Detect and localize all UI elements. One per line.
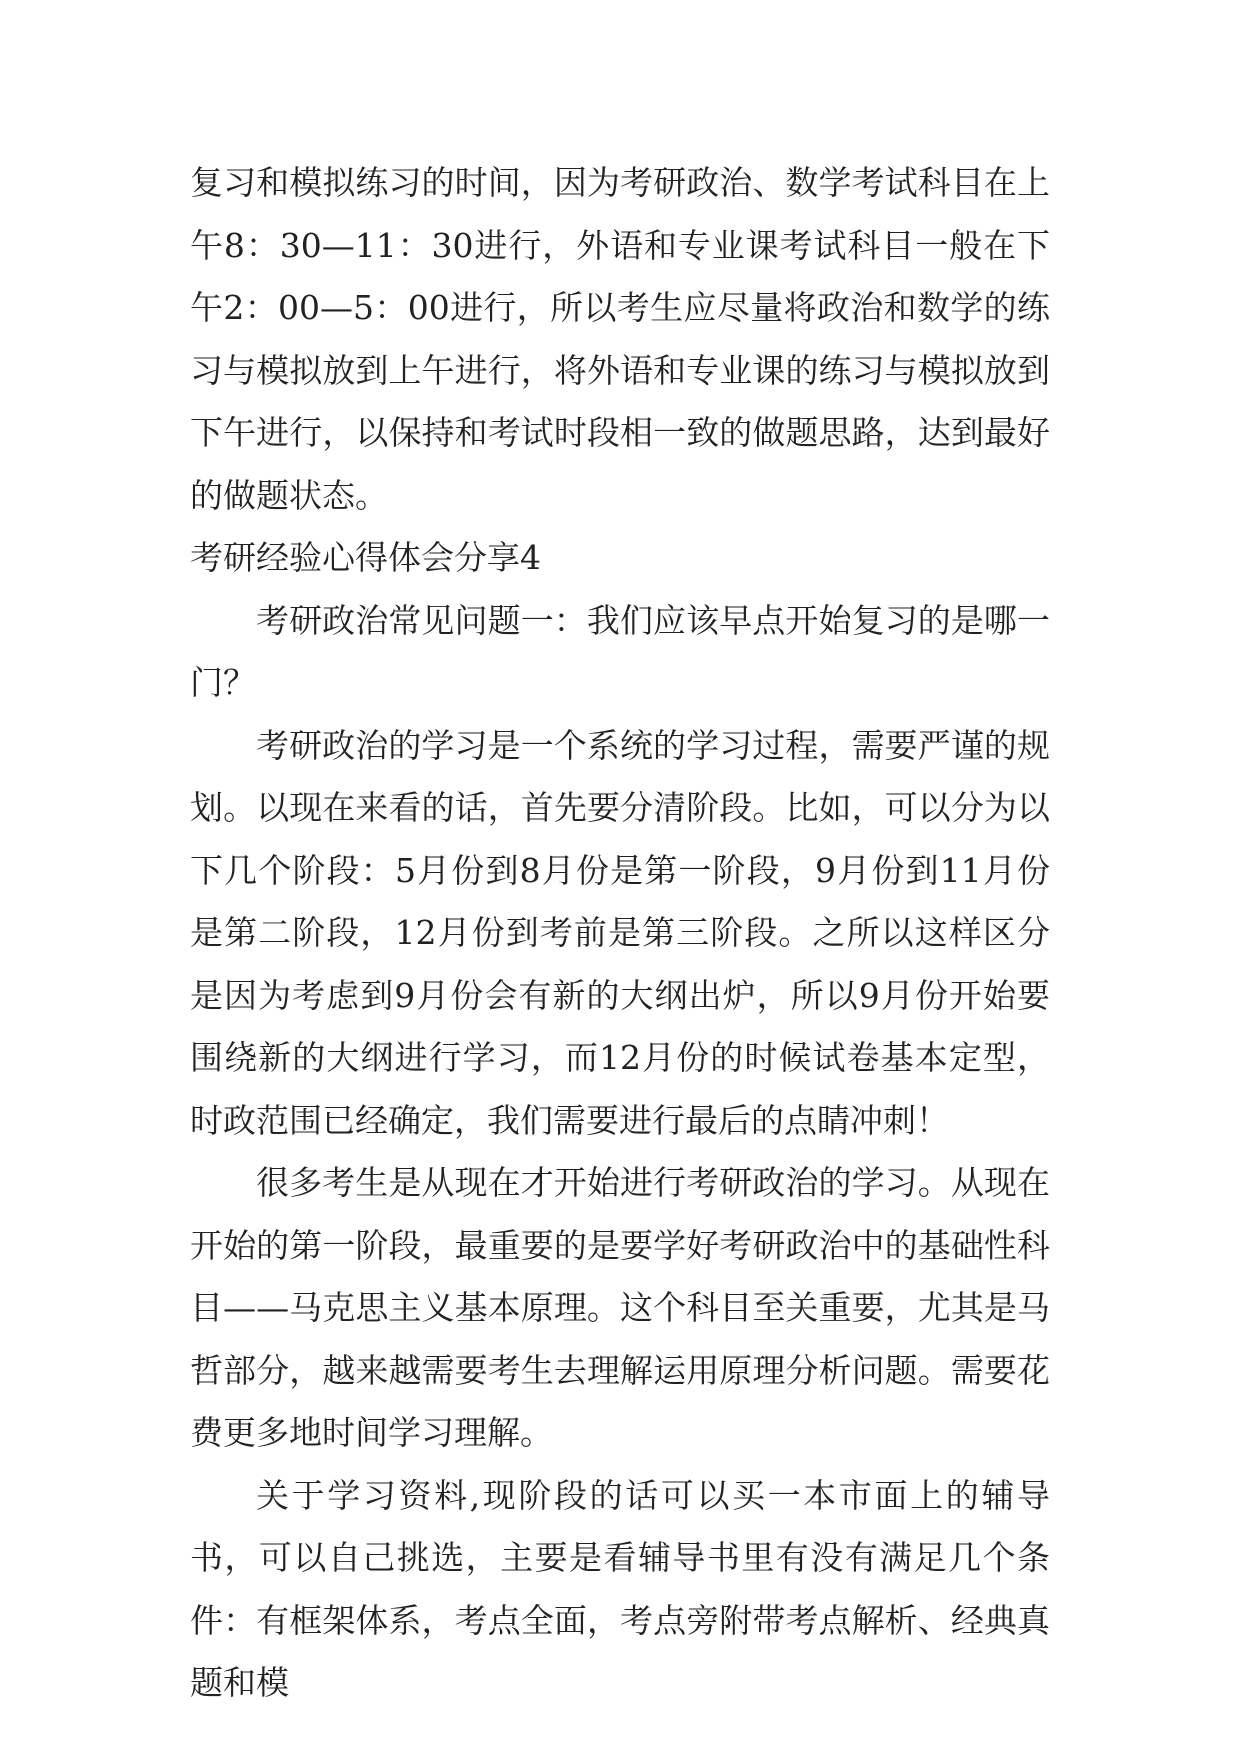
body-paragraph: 考研政治的学习是一个系统的学习过程，需要严谨的规划。以现在来看的话，首先要分清阶段。比如，可以分为以下几个阶段：5月份到8月份是第一阶段，9月份到11月份是第二阶段，12月份到考前是第三阶段。之所以这样区分是因为考虑到9月份会有新的大纲出炉，所以9月份开始要围绕新的大纲进行学习，而12月份的时候试卷基本定型，时政范围已经确定，我们需要进行最后的点睛冲刺！ xyxy=(190,725,1050,1140)
document-body xyxy=(190,152,1050,1715)
question-paragraph: 考研政治常见问题一：我们应该早点开始复习的是哪一门？ xyxy=(190,600,1050,702)
body-paragraph: 很多考生是从现在才开始进行考研政治的学习。从现在开始的第一阶段，最重要的是要学好考研政治中的基础性科目——马克思主义基本原理。这个科目至关重要，尤其是马哲部分，越来越需要考生去理解运用原理分析问题。需要花费更多地时间学习理解。 xyxy=(190,1163,1050,1452)
continuation-paragraph: 复习和模拟练习的时间，因为考研政治、数学考试科目在上午8：30—11：30进行，外语和专业课考试科目一般在下午2：00—5：00进行，所以考生应尽量将政治和数学的练习与模拟放到上午进行，将外语和专业课的练习与模拟放到下午进行，以保持和考试时段相一致的做题思路，达到最好的做题状态。 xyxy=(190,163,1050,515)
body-paragraph: 关于学习资料,现阶段的话可以买一本市面上的辅导书，可以自己挑选，主要是看辅导书里有没有满足几个条件：有框架体系，考点全面，考点旁附带考点解析、经典真题和模 xyxy=(190,1475,1050,1702)
section-heading: 考研经验心得体会分享4 xyxy=(190,538,541,577)
